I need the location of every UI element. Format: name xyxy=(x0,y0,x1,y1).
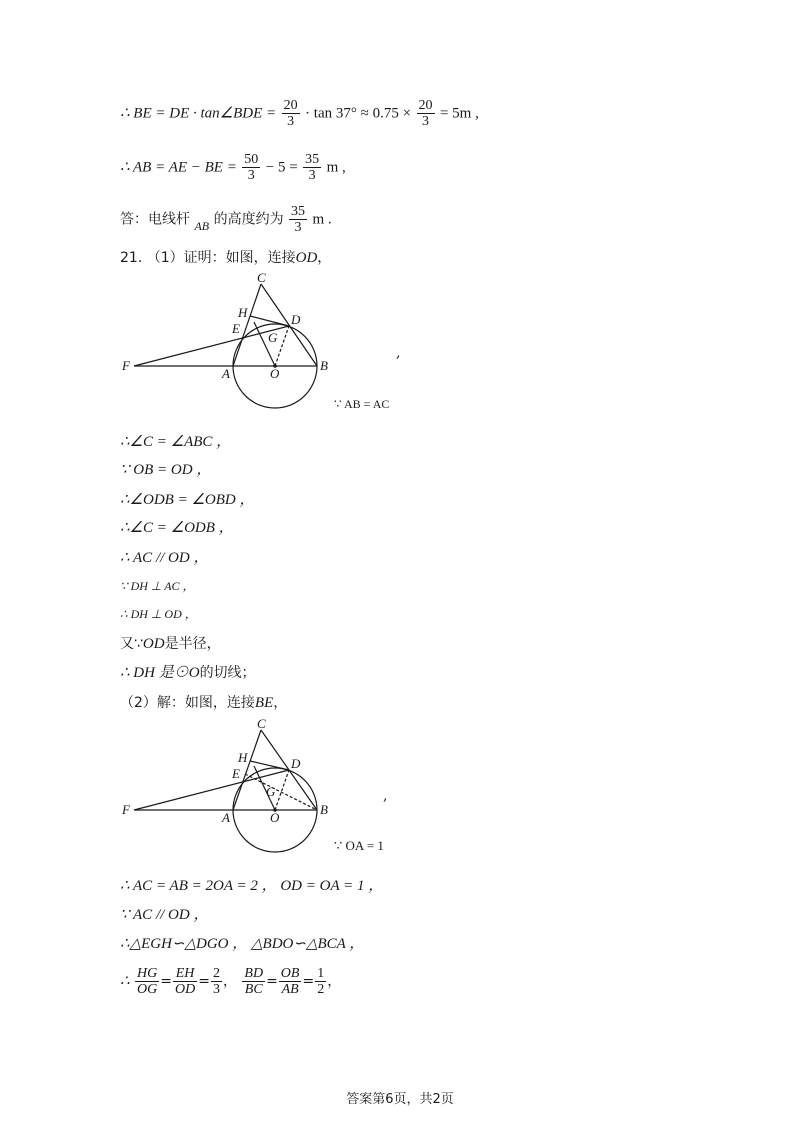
frac-num: 20 xyxy=(283,98,298,113)
frac-den: 3 xyxy=(212,982,220,997)
eq-ab-mid: − 5 = xyxy=(265,159,298,176)
question-21-heading xyxy=(120,248,331,268)
equation-ab xyxy=(120,152,346,183)
frac-num: 35 xyxy=(291,204,306,219)
label-a: A xyxy=(222,366,230,381)
part2-be: BE xyxy=(254,695,274,711)
figure1-comma: , xyxy=(396,345,401,361)
fraction xyxy=(279,966,302,997)
frac-num: HG xyxy=(137,966,158,981)
label-c: C xyxy=(257,270,266,285)
frac-num: 1 xyxy=(317,966,325,981)
q21-tail: ， xyxy=(317,250,332,266)
proof-step-9 xyxy=(120,663,256,683)
fraction xyxy=(282,98,300,129)
step9-suffix: 的切线； xyxy=(199,665,256,681)
answer-prefix: 答：电线杆 xyxy=(120,211,190,228)
eq-be-prefix: ∴ BE = DE · tan∠BDE = xyxy=(120,105,277,122)
solution-step-3: ∴△EGH∽△DGO ， △BDO∽△BCA ， xyxy=(120,936,365,952)
proof-step-5: ∴ AC // OD ， xyxy=(120,550,209,566)
answer-suffix: m . xyxy=(312,211,332,228)
frac-den: 3 xyxy=(287,114,295,129)
step8-suffix: 是半径， xyxy=(164,636,221,652)
proof-step-2: ∵ OB = OD ， xyxy=(120,462,212,478)
label-f: F xyxy=(122,358,130,373)
fraction xyxy=(135,966,159,997)
step8-od: OD xyxy=(142,636,165,652)
geometry-figure-1 xyxy=(118,270,328,415)
frac-num: 35 xyxy=(305,152,320,167)
solution-step-4: ∴ $\frac{HG}{OG}$ = $\frac{EH}{OD}$ = $\frac{2}{3}$ ， $\frac{BD}{BC}$ = $\frac{OB}{AB}$ = $\frac{1}{2}$ ， xyxy=(120,966,342,997)
frac-num: 2 xyxy=(212,966,220,981)
frac-den: BC xyxy=(244,982,263,997)
figure2-comma: , xyxy=(383,788,388,804)
solution-step-2: ∵ AC // OD ， xyxy=(120,907,209,923)
frac-den: OG xyxy=(137,982,158,997)
frac-den: 3 xyxy=(308,168,316,183)
fraction xyxy=(211,966,222,997)
step9-prefix: ∴ DH 是 xyxy=(120,665,174,681)
proof-step-8 xyxy=(120,634,221,654)
step8-prefix: 又∵ xyxy=(120,636,143,652)
part-2-heading xyxy=(120,693,287,713)
frac-den: AB xyxy=(281,982,299,997)
proof-step-6: ∵ DH ⊥ AC ， xyxy=(120,579,195,593)
eq-ab-prefix: ∴ AB = AE − BE = xyxy=(120,159,237,176)
frac-num: 50 xyxy=(244,152,259,167)
proof-step-3: ∴∠ODB = ∠OBD ， xyxy=(120,492,255,508)
frac-den: 3 xyxy=(422,114,430,129)
geometry-figure-2 xyxy=(118,716,328,861)
fraction xyxy=(315,966,326,997)
fraction xyxy=(417,98,435,129)
answer-line xyxy=(120,204,332,235)
label-h: H xyxy=(238,750,248,765)
fraction xyxy=(242,966,265,997)
part2-tail: ， xyxy=(273,695,288,711)
frac-num: BD xyxy=(244,966,264,981)
frac-den: 3 xyxy=(247,168,255,183)
q21-text: 21. （1）证明：如图，连接 xyxy=(120,250,296,266)
proof-step-4: ∴∠C = ∠ODB ， xyxy=(120,520,234,536)
frac-den: 2 xyxy=(317,982,325,997)
answer-mid: 的高度约为 xyxy=(213,211,284,228)
label-d: D xyxy=(291,756,301,771)
frac-num: OB xyxy=(280,966,300,981)
equation-be xyxy=(120,98,479,129)
eq-be-suffix: = 5m , xyxy=(439,105,479,122)
frac-num: EH xyxy=(173,966,197,982)
solution-step-1: ∴ AC = AB = 2OA = 2 ， OD = OA = 1 ， xyxy=(120,878,384,894)
figure2-condition: ∵ OA = 1 xyxy=(334,838,384,853)
figure1-condition: ∵ AB = AC xyxy=(334,397,390,411)
proof-step-7: ∴ DH ⊥ OD ， xyxy=(120,607,197,621)
label-b: B xyxy=(320,358,328,373)
label-b: B xyxy=(320,802,328,817)
label-o: O xyxy=(270,366,280,381)
eq-be-mid: · tan 37° ≈ 0.75 × xyxy=(305,105,412,122)
eq-ab-suffix: m , xyxy=(326,159,346,176)
step9-circle: ⊙O xyxy=(173,665,200,681)
fraction xyxy=(289,204,307,235)
frac-den: 3 xyxy=(294,220,302,235)
frac-den: OD xyxy=(174,982,196,997)
segment-eb-dashed xyxy=(245,774,317,810)
label-e: E xyxy=(232,321,240,336)
label-g: G xyxy=(268,330,278,345)
label-a: A xyxy=(222,810,230,825)
label-e: E xyxy=(232,766,240,781)
ratio-prefix: ∴ xyxy=(120,973,130,990)
label-f: F xyxy=(122,802,130,817)
fraction xyxy=(173,966,197,997)
fraction xyxy=(303,152,321,183)
page-footer: 答案第6页，共2页 xyxy=(346,1092,454,1107)
fraction xyxy=(242,152,260,183)
label-d: D xyxy=(291,312,301,327)
frac-num: 20 xyxy=(418,98,433,113)
part2-text: （2）解：如图，连接 xyxy=(120,695,255,711)
label-h: H xyxy=(238,305,248,320)
label-c: C xyxy=(257,716,266,731)
answer-ab: AB xyxy=(194,218,210,233)
q21-od: OD xyxy=(295,250,318,266)
label-g: G xyxy=(266,784,276,799)
proof-step-1: ∴∠C = ∠ABC ， xyxy=(120,434,232,450)
label-o: O xyxy=(270,810,280,825)
